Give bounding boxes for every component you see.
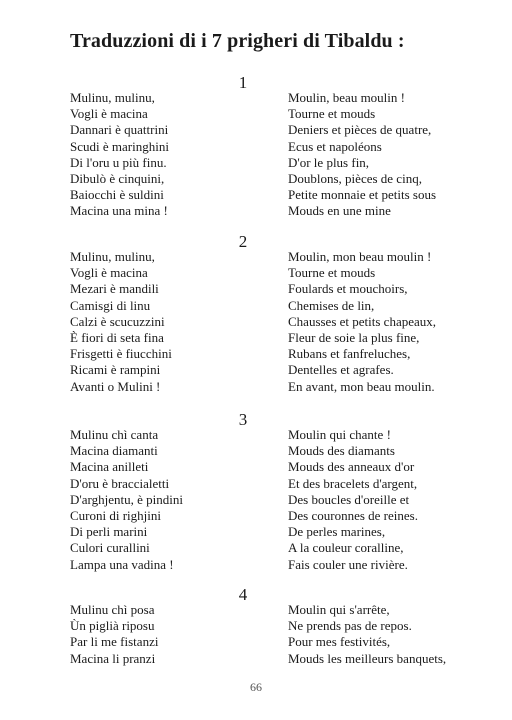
- french-column: [288, 427, 418, 573]
- corsican-verse-line: Vogli è macina: [70, 265, 148, 281]
- page-number: 66: [250, 680, 262, 694]
- french-column: [288, 602, 446, 667]
- corsican-verse-line: Camisgi di linu: [70, 297, 151, 313]
- french-verse-line: Moulin, beau moulin !: [288, 90, 405, 105]
- corsican-verse-line: Mulinu, mulinu,: [70, 90, 155, 105]
- corsican-verse-line: Baiocchi è suldini: [70, 187, 164, 203]
- corsican-verse-line: Macina una mina !: [70, 203, 168, 219]
- corsican-verse-line: Scudi è maringhini: [70, 138, 169, 154]
- stanza-number: 4: [238, 585, 248, 604]
- corsican-verse-line: Curoni di righjini: [70, 507, 161, 523]
- corsican-verse-line: Calzi è scucuzzini: [70, 313, 165, 329]
- french-verse-line: Mouds en une mine: [288, 203, 391, 219]
- corsican-verse-line: Mulinu chì canta: [70, 427, 159, 442]
- corsican-verse-line: Macina anilleti: [70, 459, 149, 475]
- corsican-verse-line: Avanti o Mulini !: [70, 378, 161, 394]
- corsican-verse-line: Mezari è mandili: [70, 281, 159, 297]
- french-column: [288, 249, 436, 395]
- french-verse-line: Ne prends pas de repos.: [288, 618, 412, 634]
- french-verse-line: Fleur de soie la plus fine,: [288, 329, 420, 345]
- corsican-verse-line: Ùn piglià riposu: [70, 618, 155, 634]
- french-verse-line: A la couleur coralline,: [288, 540, 404, 556]
- french-verse-line: Mouds les meilleurs banquets,: [288, 650, 447, 666]
- corsican-verse-line: Par li me fistanzi: [70, 634, 159, 650]
- corsican-column: [70, 249, 172, 395]
- french-verse-line: Mouds des anneaux d'or: [288, 459, 415, 475]
- french-verse-line: Petite monnaie et petits sous: [288, 187, 437, 203]
- french-verse-line: Fais couler une rivière.: [288, 556, 408, 572]
- corsican-verse-line: Macina li pranzi: [70, 650, 156, 666]
- corsican-column: [70, 427, 183, 573]
- french-verse-line: Des boucles d'oreille et: [288, 491, 410, 507]
- french-verse-line: Tourne et mouds: [288, 265, 376, 281]
- corsican-verse-line: Lampa una vadina !: [70, 556, 174, 572]
- french-verse-line: Moulin qui chante !: [288, 427, 391, 442]
- french-verse-line: D'or le plus fin,: [288, 154, 370, 170]
- french-verse-line: De perles marines,: [288, 524, 386, 540]
- french-verse-line: Doublons, pièces de cinq,: [288, 170, 422, 186]
- stanza-number: 3: [238, 410, 248, 429]
- french-verse-line: Moulin, mon beau moulin !: [288, 249, 432, 264]
- french-column: [288, 90, 436, 220]
- french-verse-line: Des couronnes de reines.: [288, 507, 418, 523]
- french-verse-line: Chausses et petits chapeaux,: [288, 313, 437, 329]
- corsican-verse-line: Di l'oru u più finu.: [70, 154, 167, 170]
- corsican-verse-line: Mulinu chì posa: [70, 602, 155, 617]
- french-verse-line: Dentelles et agrafes.: [288, 362, 394, 378]
- corsican-verse-line: Dibulò è cinquini,: [70, 170, 165, 186]
- french-verse-line: Deniers et pièces de quatre,: [288, 122, 432, 138]
- corsican-verse-line: Mulinu, mulinu,: [70, 249, 155, 264]
- stanza-number: 1: [238, 73, 248, 92]
- corsican-verse-line: Vogli è macina: [70, 106, 148, 122]
- corsican-verse-line: Dannari è quattrini: [70, 122, 169, 138]
- corsican-verse-line: Di perli marini: [70, 524, 148, 540]
- french-verse-line: Rubans et fanfreluches,: [288, 346, 411, 362]
- french-verse-line: En avant, mon beau moulin.: [288, 378, 435, 394]
- corsican-verse-line: È fiori di seta fina: [70, 329, 164, 345]
- french-verse-line: Tourne et mouds: [288, 106, 376, 122]
- corsican-column: [70, 602, 158, 667]
- corsican-verse-line: Culori curallini: [70, 540, 150, 556]
- corsican-verse-line: D'oru è braccialetti: [70, 475, 170, 491]
- french-verse-line: Chemises de lin,: [288, 297, 375, 313]
- corsican-column: [70, 90, 169, 220]
- corsican-verse-line: D'arghjentu, è pindini: [70, 491, 183, 507]
- corsican-verse-line: Macina diamanti: [70, 443, 158, 459]
- corsican-verse-line: Ricami è rampini: [70, 362, 161, 378]
- french-verse-line: Et des bracelets d'argent,: [288, 475, 418, 491]
- page-title: Traduzzioni di i 7 prigheri di Tibaldu :: [70, 30, 405, 52]
- french-verse-line: Foulards et mouchoirs,: [288, 281, 408, 297]
- french-verse-line: Mouds des diamants: [288, 443, 395, 459]
- corsican-verse-line: Frisgetti è fiucchini: [70, 346, 172, 362]
- french-verse-line: Ecus et napoléons: [288, 138, 382, 154]
- stanza-number: 2: [238, 232, 248, 251]
- french-verse-line: Moulin qui s'arrête,: [288, 602, 390, 617]
- french-verse-line: Pour mes festivités,: [288, 634, 391, 650]
